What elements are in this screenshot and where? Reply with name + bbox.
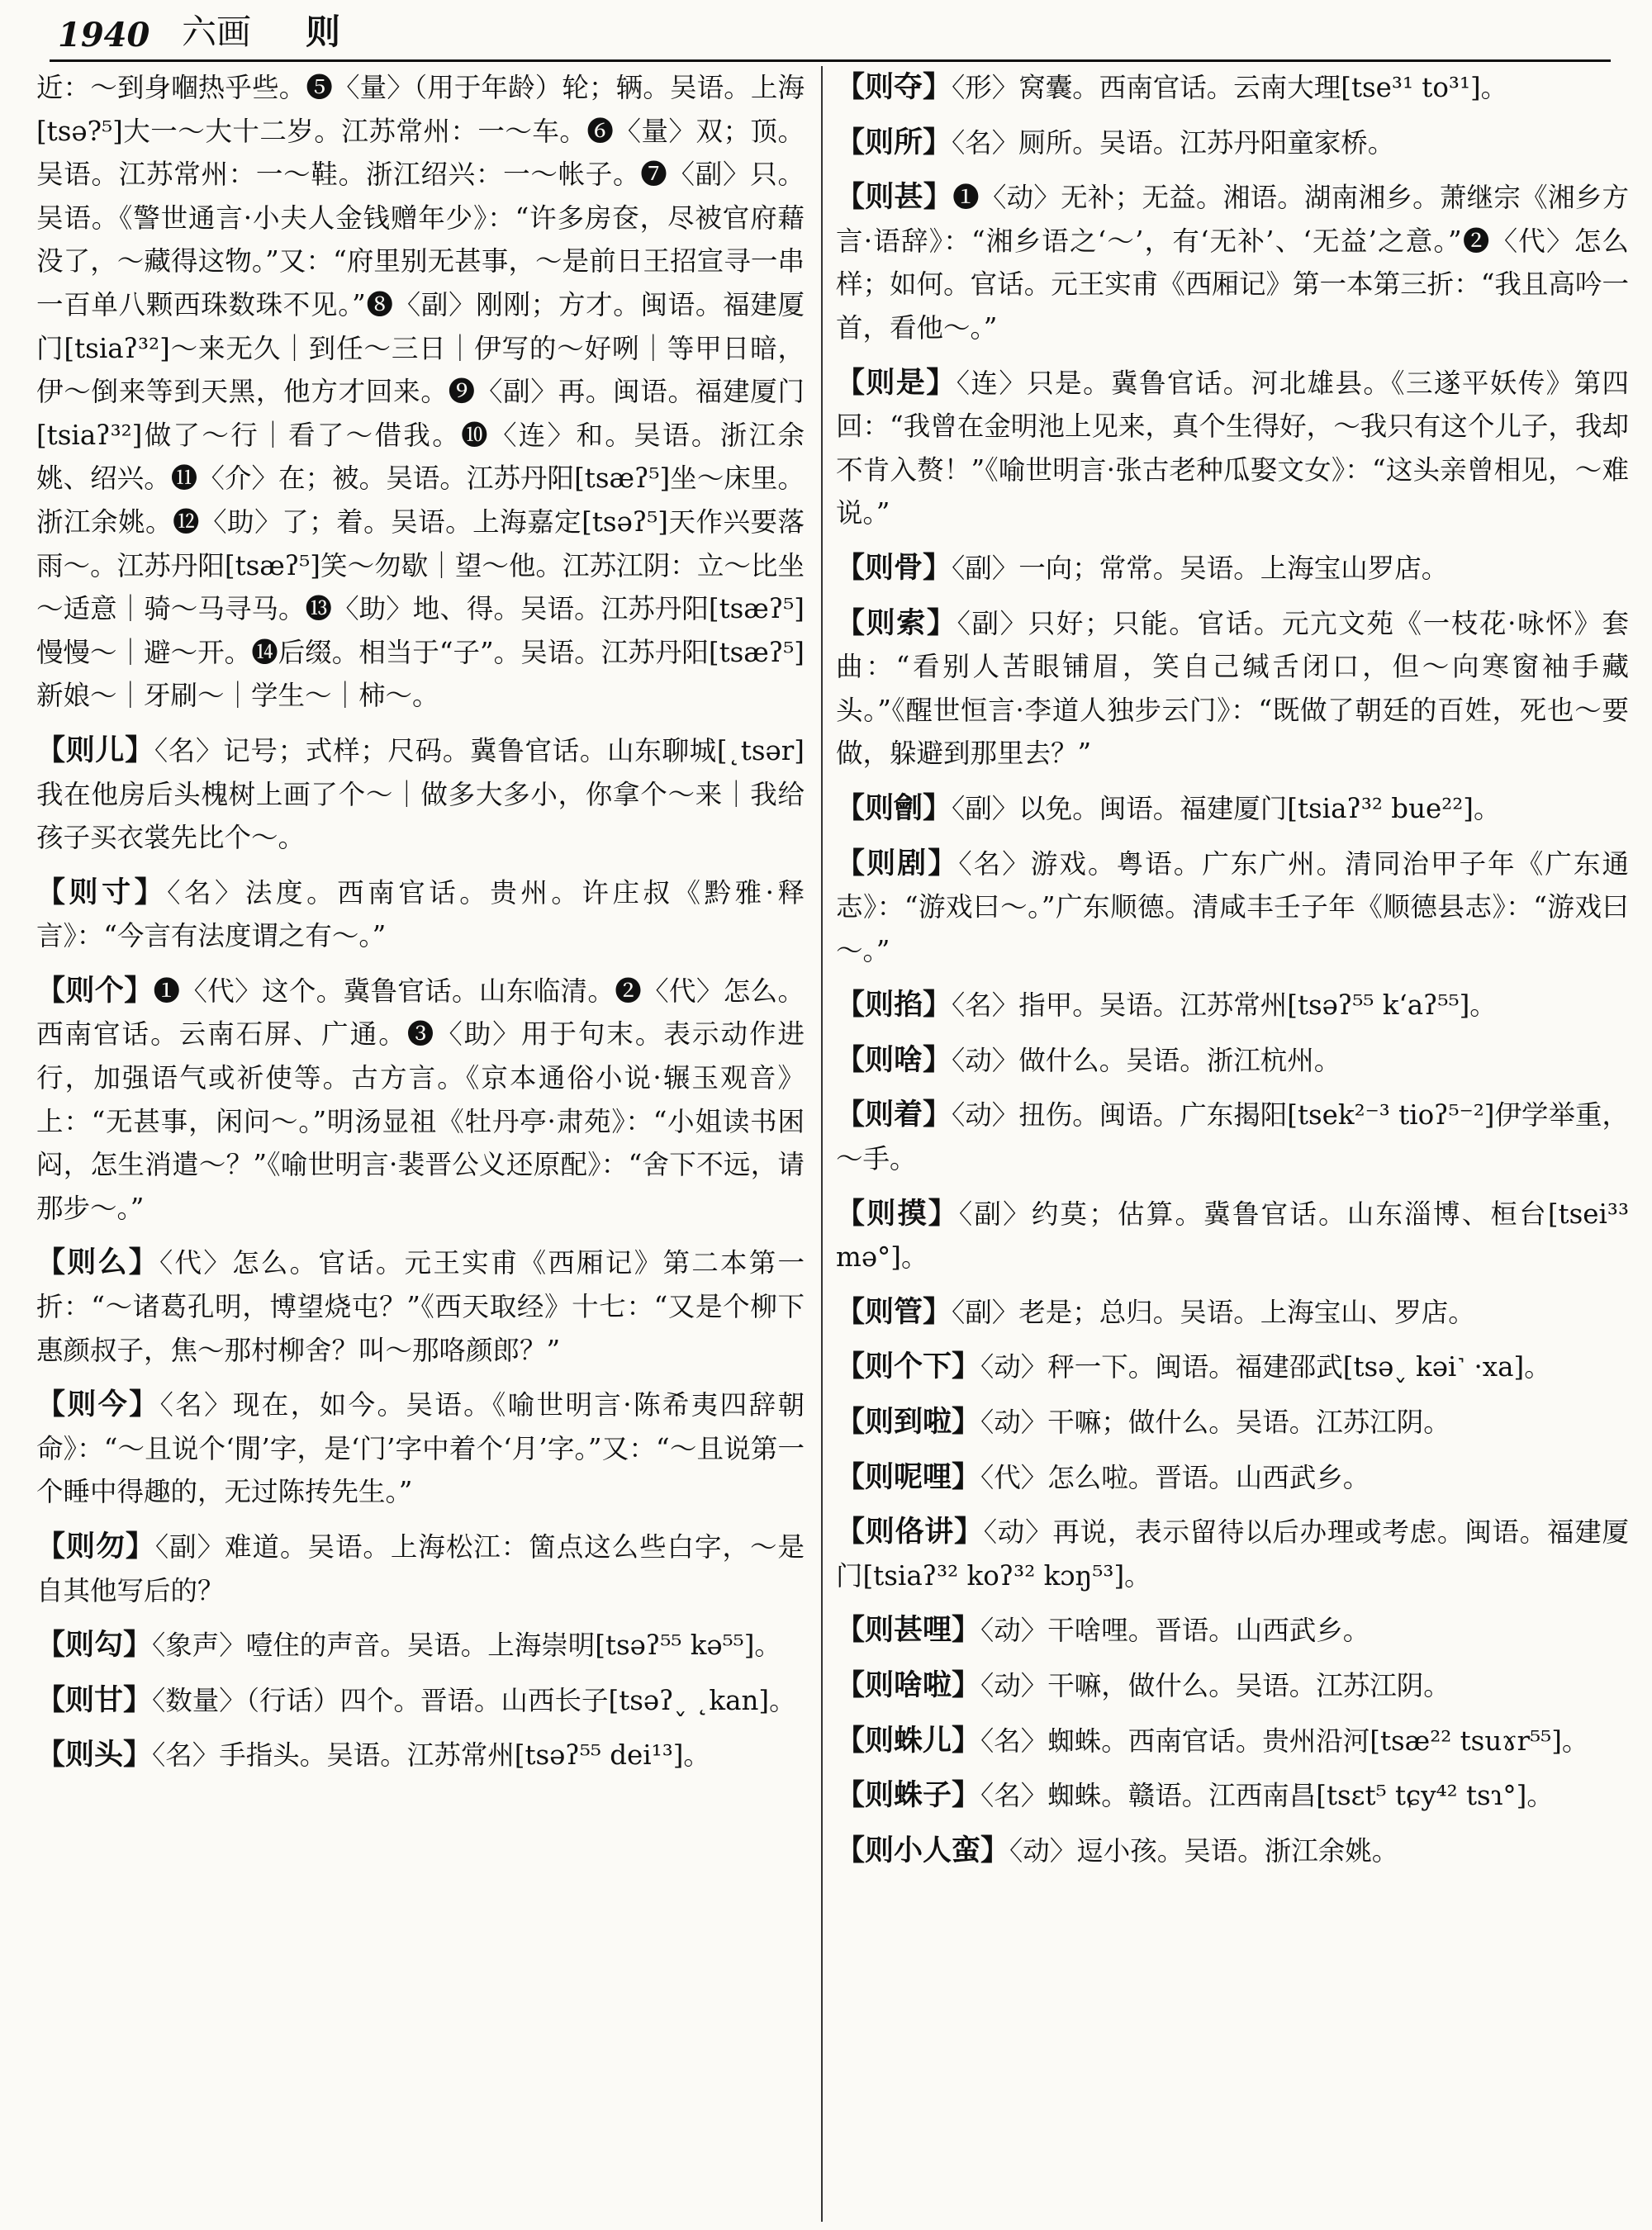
header-rule	[50, 59, 1611, 62]
entry-definition: ❶〈动〉无补；无益。湘语。湖南湘乡。萧继宗《湘乡方言·语辞》：“湘乡语之‘～’，有‘无补’、‘无益’之意。”❷〈代〉怎么样；如何。官话。元王实甫《西厢记》第一本第三折：“我且高吟一首，看他～。”	[836, 182, 1629, 344]
entry-headword: 【则甚】	[836, 180, 953, 215]
entry-definition: 〈动〉干啥哩。晋语。山西武乡。	[980, 1615, 1370, 1647]
entry-definition: 〈副〉一向；常常。吴语。上海宝山罗店。	[952, 552, 1449, 584]
entry-definition: 〈名〉蜘蛛。西南官话。贵州沿河[tsæ²² tsuɤr⁵⁵]。	[980, 1725, 1589, 1757]
entry-definition: 〈代〉怎么。官话。元王实甫《西厢记》第二本第一折：“～诸葛孔明，博望烧屯？”《西天取经》十七：“又是个柳下惠颜叔子，焦～那村柳舍？叫～那咯颜郎？”	[36, 1247, 805, 1366]
entry-headword: 【则佫讲】	[836, 1515, 984, 1549]
entry-headword: 【则剧】	[836, 846, 959, 880]
dictionary-entry	[836, 1456, 1629, 1500]
entry-headword: 【则啥啦】	[836, 1668, 981, 1702]
dictionary-entry	[836, 984, 1629, 1027]
entry-headword: 【则劊】	[836, 790, 952, 825]
dictionary-entry	[836, 602, 1629, 776]
dictionary-entry	[836, 1609, 1629, 1653]
entry-headword: 【则甚哩】	[836, 1613, 981, 1648]
entry-headword: 【则索】	[836, 605, 957, 640]
dictionary-entry	[836, 1193, 1629, 1279]
entry-headword: 【则所】	[836, 125, 952, 159]
section-label: 六画	[182, 12, 252, 52]
entry-headword: 【则管】	[836, 1294, 952, 1329]
entry-definition: 〈动〉干嘛，做什么。吴语。江苏江阴。	[980, 1670, 1450, 1701]
entry-headword: 【则个】	[36, 973, 154, 1008]
entry-definition: 〈副〉以免。闽语。福建厦门[tsiaʔ³² bue²²]。	[952, 792, 1501, 824]
entry-headword: 【则掐】	[836, 988, 952, 1022]
entry-headword: 【则摸】	[836, 1196, 959, 1231]
entry-definition: 〈动〉扭伤。闽语。广东揭阳[tsek²⁻³ tioʔ⁵⁻²]伊学举重，～手。	[836, 1099, 1629, 1175]
entry-headword: 【则寸】	[36, 875, 168, 909]
entry-headword: 【则呢哩】	[836, 1459, 981, 1494]
dictionary-entry	[836, 787, 1629, 831]
entry-headword: 【则啥】	[836, 1042, 952, 1077]
entry-definition: 〈动〉逗小孩。吴语。浙江余姚。	[1009, 1834, 1399, 1867]
entry-headword: 【则个下】	[836, 1350, 981, 1384]
dictionary-entry	[836, 1039, 1629, 1083]
dictionary-entry	[836, 842, 1629, 973]
continued-entry-text: 近：～到身嗰热乎些。❺〈量〉（用于年龄）轮；辆。吴语。上海[tsə?⁵]大一～大十二岁。江苏常州：一～车。❻〈量〉双；顶。吴语。江苏常州：一～鞋。浙江绍兴：一～帐子。❼〈副〉只。吴语。《警世通言·小夫人金钱赠年少》：“许多房奁，尽被官府藉没了，～藏得这物。”又：“府里别无甚事，～是前日王招宣寻一串一百单八颗西珠数珠不见。”❽〈副〉刚刚；方才。闽语。福建厦门[tsiaʔ³²]～来无久｜到任～三日｜伊写的～好咧｜等甲日暗，伊～倒来等到天黑，他方才回来。❾〈副〉再。闽语。福建厦门[tsiaʔ³²]做了～行｜看了～借我。❿〈连〉和。吴语。浙江余姚、绍兴。⓫〈介〉在；被。吴语。江苏丹阳[tsæʔ⁵]坐～床里。浙江余姚。⓬〈助〉了；着。吴语。上海嘉定[tsəʔ⁵]天作兴要落雨～。江苏丹阳[tsæʔ⁵]笑～勿歇｜望～他。江苏江阴：立～比坐～适意｜骑～马寻马。⓭〈助〉地、得。吴语。江苏丹阳[tsæʔ⁵]慢慢～｜避～开。⓮后缀。相当于“子”。吴语。江苏丹阳[tsæʔ⁵]新娘～｜牙刷～｜学生～｜柿～。	[36, 72, 805, 712]
entry-headword: 【则勿】	[36, 1530, 155, 1563]
entry-headword: 【则骨】	[836, 550, 952, 585]
left-column	[36, 66, 805, 1789]
entry-headword: 【则是】	[836, 365, 957, 400]
column-divider	[821, 66, 823, 2222]
dictionary-entry	[36, 970, 805, 1231]
entry-headword: 【则头】	[36, 1738, 153, 1772]
entry-headword: 【则小人蛮】	[836, 1833, 1010, 1867]
dictionary-entry	[836, 1720, 1629, 1763]
dictionary-entry	[836, 1774, 1629, 1818]
dictionary-entry	[836, 1291, 1629, 1335]
entry-definition: 〈副〉老是；总归。吴语。上海宝山、罗店。	[952, 1296, 1475, 1328]
entry-headword: 【则蛛子】	[836, 1778, 981, 1813]
entry-definition: 〈名〉法度。西南官话。贵州。许庄叔《黔雅·释言》：“今言有法度谓之有～。”	[36, 876, 805, 952]
dictionary-entry	[36, 871, 805, 958]
dictionary-entry	[36, 1525, 805, 1612]
entry-definition: 〈代〉怎么啦。晋语。山西武乡。	[980, 1461, 1370, 1493]
entry-definition: 〈动〉再说，表示留待以后办理或考虑。闽语。福建厦门[tsiaʔ³² koʔ³² kɔŋ⁵³]。	[836, 1516, 1629, 1592]
entry-definition: 〈名〉记号；式样；尺码。冀鲁官话。山东聊城[˛tsər]我在他房后头槐树上画了个～｜做多大多小，你拿个～来｜我给孩子买衣裳先比个～。	[36, 734, 805, 854]
entry-definition: 〈名〉指甲。吴语。江苏常州[tsəʔ⁵⁵ k‘aʔ⁵⁵]。	[952, 989, 1497, 1022]
dictionary-entry	[36, 1679, 805, 1723]
entry-definition: 〈形〉窝囊。西南官话。云南大理[tse³¹ to³¹]。	[952, 72, 1508, 103]
left-entry-list	[36, 729, 805, 1777]
entry-definition: 〈名〉手指头。吴语。江苏常州[tsəʔ⁵⁵ dei¹³]。	[152, 1739, 710, 1772]
entry-headword: 【则到啦】	[836, 1405, 981, 1440]
dictionary-entry	[36, 1383, 805, 1514]
page-number: 1940	[58, 16, 150, 55]
dictionary-entry	[36, 729, 805, 860]
dictionary-entry	[36, 1624, 805, 1668]
entry-definition: 〈数量〉（行话）四个。晋语。山西长子[tsəʔ˯ ˛kan]。	[152, 1684, 796, 1716]
entry-headword: 【则夺】	[836, 70, 952, 104]
entry-headword: 【则蛛儿】	[836, 1723, 981, 1758]
dictionary-entry	[836, 1345, 1629, 1389]
entry-definition: 〈动〉做什么。吴语。浙江杭州。	[952, 1044, 1341, 1076]
entry-definition: 〈名〉游戏。粤语。广东广州。清同治甲子年《广东通志》：“游戏曰～。”广东顺德。清咸丰壬子年《顺德县志》：“游戏曰～。”	[836, 847, 1629, 966]
entry-definition: 〈名〉现在，如今。吴语。《喻世明言·陈希夷四辞朝命》：“～且说个‘閒’字，是‘门’字中着个‘月’字。”又：“～且说第一个睡中得趣的，无过陈抟先生。”	[36, 1389, 805, 1508]
entry-definition: 〈副〉只好；只能。官话。元亢文苑《一枝花·咏怀》套曲：“看别人苦眼铺眉，笑自己缄舌闭口，但～向寒窗袖手藏头。”《醒世恒言·李道人独步云门》：“既做了朝廷的百姓，死也～要做，躲避到那里去？”	[836, 607, 1629, 770]
page-header	[58, 8, 1611, 55]
entry-definition: 〈动〉干嘛；做什么。吴语。江苏江阴。	[980, 1407, 1450, 1439]
entry-definition: 〈名〉蜘蛛。赣语。江西南昌[tsɛt⁵ tɕy⁴² tsɿ°]。	[980, 1780, 1554, 1812]
entry-headword: 【则着】	[836, 1098, 952, 1132]
dictionary-entry	[836, 1829, 1629, 1873]
dictionary-entry	[836, 176, 1629, 349]
head-character: 则	[306, 12, 341, 52]
entry-headword: 【则儿】	[36, 733, 154, 767]
entry-definition: 〈名〉厕所。吴语。江苏丹阳童家桥。	[952, 126, 1395, 159]
dictionary-entry	[36, 1734, 805, 1777]
dictionary-entry	[836, 362, 1629, 535]
dictionary-entry	[836, 1094, 1629, 1180]
entry-definition: 〈副〉约莫；估算。冀鲁官话。山东淄博、桓台[tsei³³ mə°]。	[836, 1198, 1629, 1274]
dictionary-entry	[836, 1401, 1629, 1445]
dictionary-entry	[836, 66, 1629, 110]
entry-headword: 【则今】	[36, 1388, 160, 1422]
dictionary-entry	[36, 1241, 805, 1372]
dictionary-entry	[836, 1664, 1629, 1708]
dictionary-entry	[836, 121, 1629, 165]
entry-definition: 〈象声〉噎住的声音。吴语。上海崇明[tsəʔ⁵⁵ kə⁵⁵]。	[152, 1630, 781, 1662]
dictionary-entry	[836, 547, 1629, 591]
dictionary-entry	[836, 1511, 1629, 1597]
entry-definition: 〈动〉秤一下。闽语。福建邵武[tsə˯ kəi˺ ·xa]。	[980, 1351, 1551, 1383]
entry-headword: 【则勾】	[36, 1628, 153, 1663]
right-column	[836, 66, 1629, 1884]
entry-definition: 〈连〉只是。冀鲁官话。河北雄县。《三遂平妖传》第四回：“我曾在金明池上见来，真个生得好，～我只有这个儿子，我却不肯入赘！”《喻世明言·张古老种瓜娶文女》：“这头亲曾相见，～难说。”	[836, 367, 1629, 529]
entry-definition: 〈副〉难道。吴语。上海松江：箇点这么些白字，～是自其他写后的？	[36, 1531, 805, 1606]
entry-definition: ❶〈代〉这个。冀鲁官话。山东临清。❷〈代〉怎么。西南官话。云南石屏、广通。❸〈助〉用于句末。表示动作进行，加强语气或祈使等。古方言。《京本通俗小说·辗玉观音》上：“无甚事，闲问～。”明汤显祖《牡丹亭·肃苑》：“小姐读书困闷，怎生消遣～？”《喻世明言·裴晋公义还原配》：“舍下不远，请那步～。”	[36, 975, 805, 1224]
entry-headword: 【则么】	[36, 1245, 160, 1280]
right-entry-list	[836, 66, 1629, 1872]
entry-headword: 【则甘】	[36, 1682, 153, 1717]
